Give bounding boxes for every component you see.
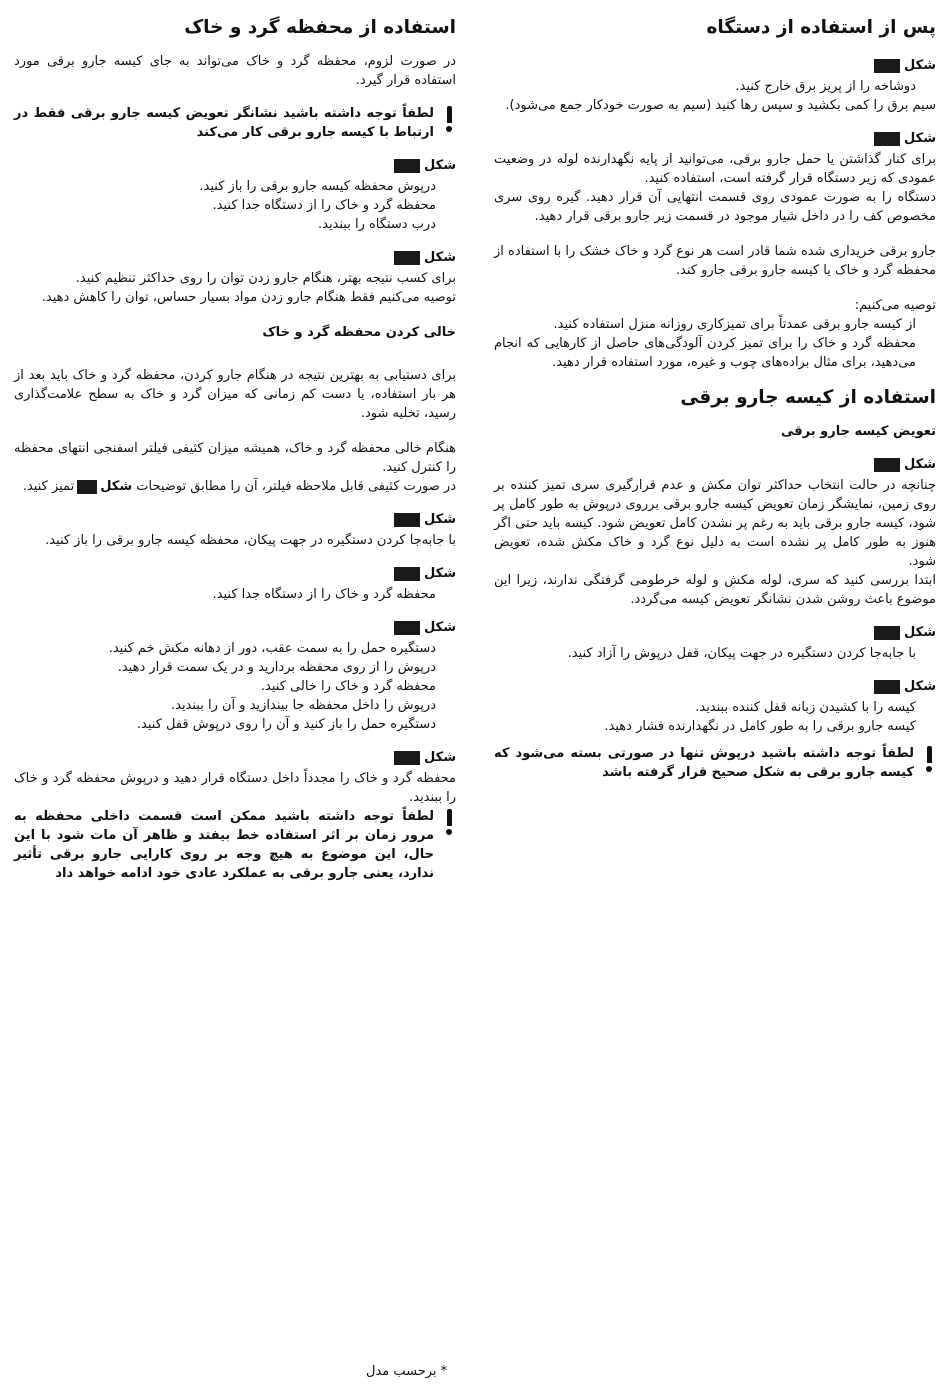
instruction-line: محفظه گرد و خاک را از دستگاه جدا کنید. (212, 198, 436, 213)
figure-label: شکل (14, 510, 456, 529)
footnote: * برحسب مدل (366, 1364, 448, 1379)
instruction-line: دستگیره حمل را به سمت عقب، دور از دهانه مکش خم کنید. (108, 641, 436, 656)
intro-text: در صورت لزوم، محفظه گرد و خاک می‌تواند به جای کیسه جارو برقی مورد استفاده قرار گیرد. (14, 54, 456, 88)
instruction-line: کیسه جارو برقی را به طور کامل در نگهدارنده فشار دهید. (604, 719, 916, 734)
figure-number-box (394, 159, 420, 173)
filter-text-ref: در صورت کثیفی قابل ملاحظه فیلتر، آن را مطابق توضیحات شکلتمیز کنید. (22, 479, 456, 494)
after-use-title: پس از استفاده از دستگاه (706, 17, 936, 38)
figure-label: شکل (14, 564, 456, 583)
figure-label: شکل (14, 248, 456, 267)
instruction-line: با جابه‌جا کردن دستگیره در جهت پیکان، قفل درپوش را آزاد کنید. (567, 646, 916, 661)
right-column (494, 14, 936, 790)
figure-number-box (394, 567, 420, 581)
figure-number-box (874, 458, 900, 472)
instruction-line: توصیه می‌کنیم فقط هنگام جارو زدن مواد بسیار حساس، توان را کاهش دهید. (41, 290, 456, 305)
instruction-line: با جابه‌جا کردن دستگیره در جهت پیکان، محفظه کیسه جارو برقی را باز کنید. (45, 533, 456, 548)
bag-title: استفاده از کیسه جارو برقی (680, 387, 936, 408)
instruction-line: سیم برق را کمی بکشید و سپس رها کنید (سیم به صورت خودکار جمع می‌شود). (505, 98, 936, 113)
figure-number-box (394, 751, 420, 765)
figure-number-box (874, 626, 900, 640)
instruction-line: محفظه گرد و خاک را از دستگاه جدا کنید. (212, 587, 436, 602)
figure-label: شکل (14, 748, 456, 767)
instruction-line: چنانچه در حالت انتخاب حداکثر توان مکش و عدم قرارگیری سری تمیز کننده بر روی زمین، نمایشگر زمان تعویض کیسه جارو برقی برروی درپوش به طور کامل پر شود، کیسه جارو برقی باید به رغم پر نشدن کامل تعویض شود. کیسه باید حتی اگر هنوز به طور کامل پر نشده است به دلیل نوع گرد و خاک مکش شده، تعویض شود. (494, 478, 936, 569)
instruction-line: برای کسب نتیجه بهتر، هنگام جارو زدن توان را روی حداکثر تنظیم کنید. (75, 271, 456, 286)
empty-container-title: خالی کردن محفظه گرد و خاک (262, 325, 456, 340)
instruction-line: کیسه را با کشیدن زبانه قفل کننده ببندید. (695, 700, 916, 715)
instruction-line: درپوش را از روی محفظه بردارید و در یک سمت قرار دهید. (117, 660, 436, 675)
instruction-line: دستگیره حمل را باز کنید و آن را روی درپوش قفل کنید. (136, 717, 436, 732)
bag-subtitle: تعویض کیسه جارو برقی (781, 424, 936, 439)
figure-label: شکل (494, 455, 936, 474)
instruction-line: محفظه گرد و خاک را مجدداً داخل دستگاه قرار دهید و درپوش محفظه گرد و خاک را ببندید. (14, 771, 456, 805)
instruction-line: درب دستگاه را ببندید. (317, 217, 436, 232)
instruction-line: برای کنار گذاشتن یا حمل جارو برقی، می‌توانید از پایه نگهدارنده لوله در وضعیت عمودی که زیر دستگاه قرار گرفته است، استفاده کنید. (494, 152, 936, 186)
figure-number-box (874, 132, 900, 146)
instruction-line: درپوش محفظه کیسه جارو برقی را باز کنید. (199, 179, 436, 194)
instruction-line: درپوش را داخل محفظه جا بیندازید و آن را ببندید. (170, 698, 436, 713)
recommend-title: توصیه می‌کنیم: (854, 298, 936, 313)
figure-label: شکل (494, 56, 936, 75)
warning-text: لطفاً توجه داشته باشید ممکن است قسمت داخلی محفظه به مرور زمان بر اثر استفاده خط بیفتد و ظاهر آن مات شود با این حال، این موضوع به هیچ وجه بر روی کارایی جارو برقی تأثیر ندارد، یعنی جارو برقی به عملکرد عادی خود ادامه خواهد داد (14, 809, 434, 881)
exclamation-icon (442, 104, 456, 132)
figure-number-box (874, 59, 900, 73)
figure-number-box (77, 480, 97, 494)
exclamation-icon (922, 744, 936, 772)
dust-container-title: استفاده از محفظه گرد و خاک (184, 17, 456, 38)
figure-label: شکل (494, 129, 936, 148)
instruction-line: دستگاه را به صورت عمودی روی قسمت انتهایی آن قرار دهید. گیره روی سری مخصوص کف را در داخل شیار موجود در قسمت زیر جارو برقی قرار دهید. (494, 190, 936, 224)
recommend-item: از کیسه جارو برقی عمدتاً برای تمیزکاری روزانه منزل استفاده کنید. (553, 317, 916, 332)
warning-note (494, 744, 936, 782)
figure-label: شکل (14, 156, 456, 175)
figure-number-box (874, 680, 900, 694)
recommend-item: محفظه گرد و خاک را برای تمیز کردن آلودگی‌های حاصل از کارهایی که انجام می‌دهید، برای مثال براده‌های چوب و غیره، مورد استفاده قرار دهید. (494, 336, 916, 370)
figure-label: شکل (494, 623, 936, 642)
warning-note (14, 104, 456, 142)
warning-note (14, 807, 456, 883)
figure-label: شکل (494, 677, 936, 696)
empty-text: برای دستیابی به بهترین نتیجه در هنگام جارو کردن، محفظه گرد و خاک باید بعد از هر بار استفاده، یا دست کم زمانی که میزان گرد و خاک به سطح علامت‌گذاری رسید، تخلیه شود. (14, 368, 456, 421)
instruction-line: ابتدا بررسی کنید که سری، لوله مکش و لوله خرطومی گرفتگی ندارند، زیرا این موضوع باعث روشن شدن نشانگر تعویض کیسه می‌گردد. (494, 573, 936, 607)
instruction-line: دوشاخه را از پریز برق خارج کنید. (735, 79, 916, 94)
warning-text: لطفاً توجه داشته باشید نشانگر تعویض کیسه جارو برقی فقط در ارتباط با کیسه جارو برقی کار می‌کند (14, 106, 434, 140)
filter-text: هنگام خالی محفظه گرد و خاک، همیشه میزان کثیفی فیلتر اسفنجی انتهای محفظه را کنترل کنید. (14, 441, 456, 475)
figure-number-box (394, 621, 420, 635)
figure-number-box (394, 513, 420, 527)
figure-number-box (394, 251, 420, 265)
purchase-text: جارو برقی خریداری شده شما قادر است هر نوع گرد و خاک خشک را با استفاده از محفظه گرد و خاک یا کیسه جارو برقی جارو کند. (493, 244, 936, 278)
instruction-line: محفظه گرد و خاک را خالی کنید. (260, 679, 436, 694)
left-column (14, 14, 456, 891)
warning-text: لطفاً توجه داشته باشید درپوش تنها در صورتی بسته می‌شود که کیسه جارو برقی به شکل صحیح قرار گرفته باشد (494, 746, 914, 780)
figure-label: شکل (14, 618, 456, 637)
exclamation-icon (442, 807, 456, 835)
